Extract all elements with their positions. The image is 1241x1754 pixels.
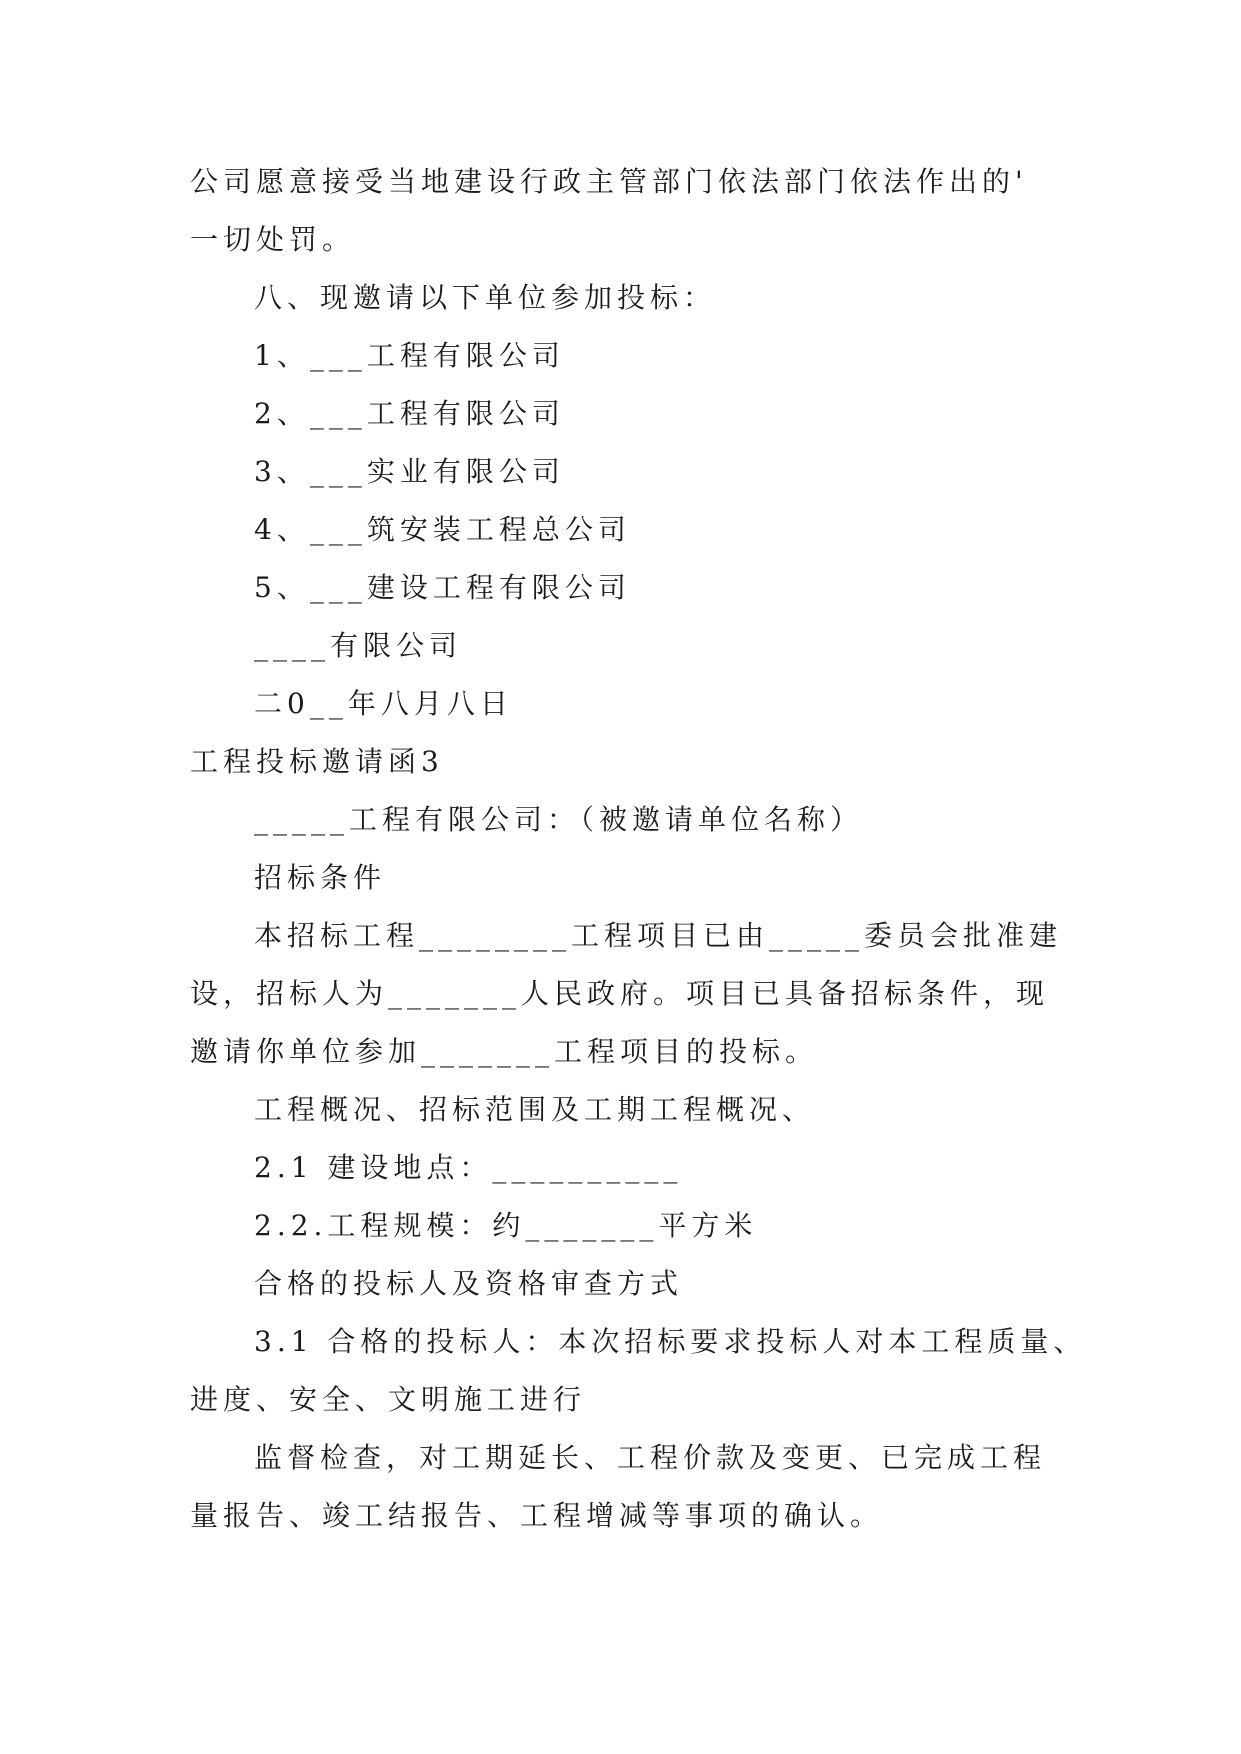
list-item: 4、___筑安装工程总公司	[254, 513, 631, 546]
text-line: 量报告、竣工结报告、工程增减等事项的确认。	[190, 1499, 884, 1532]
list-item: 3、___实业有限公司	[254, 455, 565, 488]
signature-company: ____有限公司	[254, 629, 463, 662]
text-line: 2.2.工程规模：约_______平方米	[254, 1209, 758, 1242]
text-line: 3.1 合格的投标人：本次招标要求投标人对本工程质量、	[254, 1325, 1087, 1358]
list-item: 1、___工程有限公司	[254, 339, 565, 372]
heading: 招标条件	[254, 861, 387, 894]
signature-date: 二0__年八月八日	[254, 687, 513, 720]
list-item: 5、___建设工程有限公司	[254, 571, 631, 604]
addressee: _____工程有限公司：（被邀请单位名称）	[254, 803, 864, 836]
text-line: 监督检查，对工期延长、工程价款及变更、已完成工程	[254, 1441, 1047, 1474]
text-line: 进度、安全、文明施工进行	[190, 1383, 587, 1416]
text-line: 八、现邀请以下单位参加投标：	[254, 281, 717, 314]
text-line: 邀请你单位参加_______工程项目的投标。	[190, 1035, 819, 1068]
heading: 合格的投标人及资格审查方式	[254, 1267, 684, 1300]
text-line: 设，招标人为_______人民政府。项目已具备招标条件，现	[190, 977, 1050, 1010]
heading: 工程概况、招标范围及工期工程概况、	[254, 1093, 816, 1126]
section-title: 工程投标邀请函3	[190, 745, 444, 778]
list-item: 2、___工程有限公司	[254, 397, 565, 430]
text-line: 2.1 建设地点：__________	[254, 1151, 683, 1184]
text-line: 本招标工程________工程项目已由_____委员会批准建	[254, 919, 1063, 952]
text-line: 一切处罚。	[190, 223, 356, 256]
text-line: 公司愿意接受当地建设行政主管部门依法部门依法作出的'	[190, 165, 1028, 198]
